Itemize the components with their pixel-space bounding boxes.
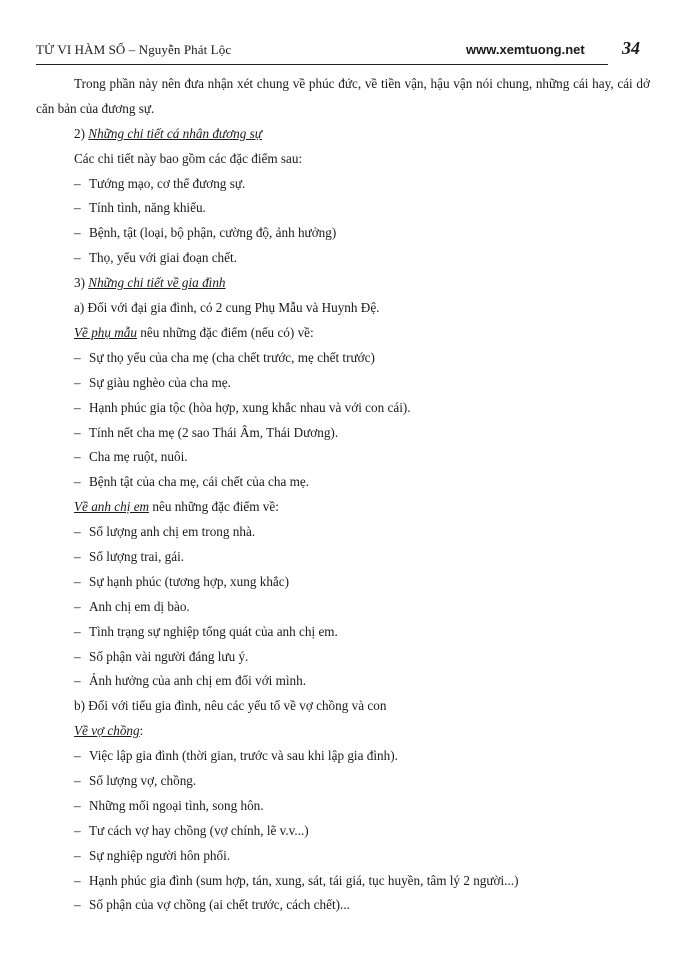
dash-bullet: – [74, 374, 81, 390]
siblings-heading [36, 495, 650, 520]
dash-bullet: – [74, 524, 81, 540]
list-item-text: Sự thọ yểu của cha mẹ (cha chết trước, mẹ chết trước) [89, 349, 375, 365]
dash-bullet: – [74, 673, 81, 689]
intro-paragraph: Trong phần này nên đưa nhận xét chung về phúc đức, về tiền vận, hậu vận nói chung, những cái hay, cái dở căn bản của đương sự. [36, 76, 650, 116]
section-2-list [36, 172, 650, 272]
list-item-text: Số lượng vợ, chồng. [89, 772, 197, 788]
list-item [36, 819, 650, 844]
list-item [36, 794, 650, 819]
list-item-text: Bệnh tật của cha mẹ, cái chết của cha mẹ. [89, 474, 310, 490]
list-item-text: Số lượng anh chị em trong nhà. [89, 524, 256, 540]
dash-bullet: – [74, 225, 81, 241]
spouse-title: Về vợ chồng [74, 723, 140, 739]
section-3-number: 3) [74, 275, 85, 291]
book-title: TỬ VI HÀM SỐ – Nguyễn Phát Lộc [36, 42, 232, 57]
dash-bullet: – [74, 897, 81, 913]
list-item [36, 470, 650, 495]
list-item [36, 172, 650, 197]
section-2-number: 2) [74, 125, 85, 141]
section-3-heading [36, 271, 650, 296]
dash-bullet: – [74, 573, 81, 589]
list-item [36, 570, 650, 595]
list-item-text: Số phận của vợ chồng (ai chết trước, cách chết)... [89, 897, 350, 913]
list-item-text: Hạnh phúc gia tộc (hòa hợp, xung khắc nhau và với con cái). [89, 399, 411, 415]
list-item [36, 221, 650, 246]
parents-rest: nêu những đặc điểm (nếu có) về: [137, 324, 314, 340]
spouse-list [36, 744, 650, 918]
section-3-title: Những chi tiết về gia đình [88, 275, 226, 291]
list-item [36, 669, 650, 694]
section-2-heading [36, 122, 650, 147]
list-item-text: Bệnh, tật (loại, bộ phận, cường độ, ảnh hưởng) [89, 225, 337, 241]
list-item [36, 545, 650, 570]
list-item-text: Những mối ngoại tình, song hôn. [89, 797, 264, 813]
list-item [36, 844, 650, 869]
spouse-colon: : [139, 723, 144, 739]
dash-bullet: – [74, 623, 81, 639]
dash-bullet: – [74, 872, 81, 888]
list-item [36, 371, 650, 396]
document-body [36, 72, 650, 918]
list-item-text: Sự giàu nghèo của cha mẹ. [89, 374, 231, 390]
dash-bullet: – [74, 822, 81, 838]
list-item [36, 620, 650, 645]
list-item [36, 196, 650, 221]
section-2-lead: Các chi tiết này bao gồm các đặc điểm sau: [74, 150, 303, 166]
website-link[interactable]: www.xemtuong.net [466, 42, 585, 57]
siblings-list [36, 520, 650, 694]
dash-bullet: – [74, 772, 81, 788]
list-item-text: Thọ, yểu với giai đoạn chết. [89, 250, 237, 266]
list-item-text: Tư cách vợ hay chồng (vợ chính, lẽ v.v...) [89, 822, 309, 838]
dash-bullet: – [74, 847, 81, 863]
dash-bullet: – [74, 349, 81, 365]
list-item-text: Việc lập gia đình (thời gian, trước và sau khi lập gia đình). [89, 748, 398, 764]
dash-bullet: – [74, 748, 81, 764]
list-item-text: Sự hạnh phúc (tương hợp, xung khắc) [89, 573, 290, 589]
header-rule [36, 64, 608, 65]
dash-bullet: – [74, 250, 81, 266]
list-item [36, 421, 650, 446]
list-item [36, 645, 650, 670]
list-item-text: Cha mẹ ruột, nuôi. [89, 449, 188, 465]
section-2-title: Những chi tiết cá nhân đương sự [88, 125, 262, 141]
siblings-rest: nêu những đặc điểm về: [149, 499, 279, 515]
list-item [36, 869, 650, 894]
list-item-text: Tình trạng sự nghiệp tổng quát của anh chị em. [89, 623, 338, 639]
dash-bullet: – [74, 474, 81, 490]
list-item [36, 246, 650, 271]
dash-bullet: – [74, 200, 81, 216]
list-item-text: Tướng mạo, cơ thể đương sự. [89, 175, 246, 191]
list-item-text: Số phận vài người đáng lưu ý. [89, 648, 249, 664]
dash-bullet: – [74, 797, 81, 813]
page-number: 34 [622, 38, 640, 58]
list-item [36, 769, 650, 794]
list-item-text: Sự nghiệp người hôn phối. [89, 847, 231, 863]
list-item [36, 445, 650, 470]
parents-list [36, 346, 650, 495]
list-item [36, 520, 650, 545]
dash-bullet: – [74, 399, 81, 415]
siblings-title: Về anh chị em [74, 499, 150, 515]
dash-bullet: – [74, 449, 81, 465]
dash-bullet: – [74, 424, 81, 440]
list-item [36, 595, 650, 620]
parents-title: Về phụ mẫu [74, 324, 137, 340]
spouse-heading [36, 719, 650, 744]
dash-bullet: – [74, 548, 81, 564]
list-item [36, 396, 650, 421]
dash-bullet: – [74, 598, 81, 614]
list-item-text: Anh chị em dị bào. [89, 598, 190, 614]
list-item-text: Số lượng trai, gái. [89, 548, 185, 564]
list-item-text: Hạnh phúc gia đình (sum hợp, tán, xung, sát, tái giá, tục huyền, tâm lý 2 người...) [89, 872, 519, 888]
list-item [36, 744, 650, 769]
dash-bullet: – [74, 648, 81, 664]
dash-bullet: – [74, 175, 81, 191]
parents-heading [36, 321, 650, 346]
list-item [36, 346, 650, 371]
subsection-a: a) Đối với đại gia đình, có 2 cung Phụ Mẫu và Huynh Đệ. [74, 300, 380, 316]
list-item-text: Tính nết cha mẹ (2 sao Thái Âm, Thái Dương). [89, 424, 339, 440]
list-item-text: Tính tình, năng khiếu. [89, 200, 206, 216]
page-header [36, 38, 646, 64]
subsection-b: b) Đối với tiểu gia đình, nêu các yếu tố về vợ chồng và con [74, 698, 387, 714]
list-item [36, 893, 650, 918]
list-item-text: Ảnh hưởng của anh chị em đối với mình. [89, 673, 307, 689]
